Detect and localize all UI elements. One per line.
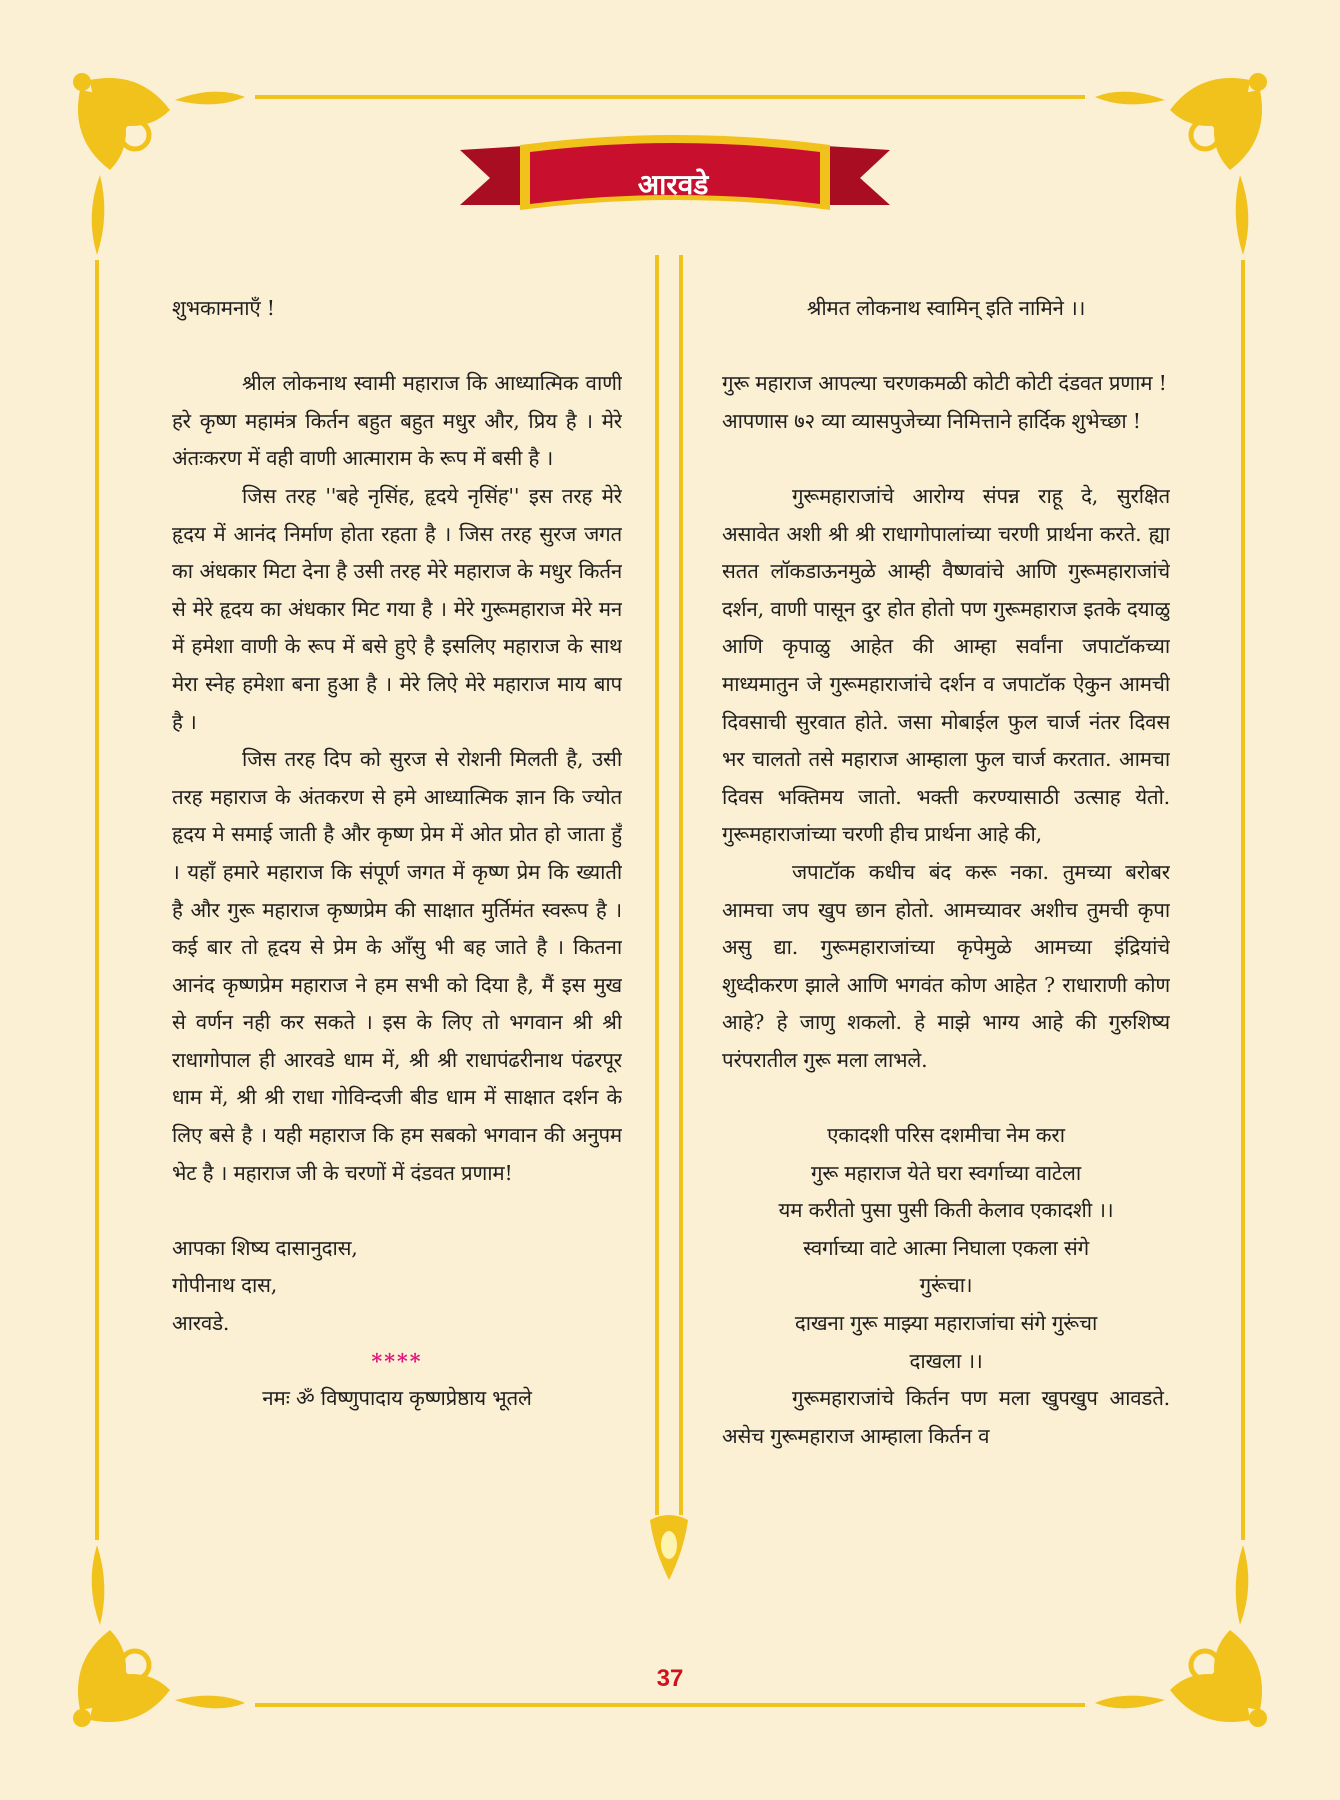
- paragraph: जिस तरह ''बहे नृसिंह, हृदये नृसिंह'' इस तरह मेरे हृदय में आनंद निर्माण होता रहता है । जिस तरह सुरज जगत का अंधकार मिटा देना है उसी तरह मेरे महाराज के मधुर किर्तन से मेरे हृदय का अंधकार मिट गया है । मेरे गुरूमहाराज मेरे मन में हमेशा वाणी के रूप में बसे हुऐ है इसलिए महाराज के साथ मेरा स्नेह हमेशा बना हुआ है । मेरे लिऐ मेरे महाराज माय बाप है ।: [172, 483, 622, 734]
- separator-stars: ****: [371, 1348, 423, 1373]
- verse-line: श्रीमत लोकनाथ स्वामिन् इति नामिने ।।: [806, 296, 1086, 320]
- poem-line: गुरू महाराज येते घरा स्वर्गाच्या वाटेला: [811, 1160, 1081, 1185]
- poem-line: गुरूंचा।: [919, 1273, 973, 1298]
- paragraph: गुरूमहाराजांचे किर्तन पण मला खुपखुप आवडते. असेच गुरूमहाराज आम्हाला किर्तन व: [722, 1386, 1170, 1448]
- signature-line: आरवडे.: [172, 1311, 230, 1336]
- greeting: शुभकामनाएँ !: [172, 296, 275, 320]
- page-title: आरवडे: [637, 168, 709, 201]
- poem-line: यम करीतो पुसा पुसी किती केलाव एकादशी ।।: [778, 1198, 1114, 1223]
- paragraph: जपाटॉक कधीच बंद करू नका. तुमच्या बरोबर आमचा जप खुप छान होतो. आमच्यावर अशीच तुमची कृपा असु द्या. गुरूमहाराजांच्या कृपेमुळे आमच्या इंद्रियांचे शुध्दीकरण झाले आणि भगवंत कोण आहेत ? राधाराणी कोण आहे? हे जाणु शकलो. हे माझे भाग्य आहे की गुरुशिष्य परंपरातील गुरू मला लाभले.: [722, 859, 1170, 1072]
- left-column: [172, 290, 622, 1625]
- right-column: [722, 290, 1170, 1625]
- corner-ornament-top-right: [1095, 73, 1267, 255]
- paragraph: जिस तरह दिप को सुरज से रोशनी मिलती है, उसी तरह महाराज के अंतकरण से हमे आध्यात्मिक ज्ञान कि ज्योत हृदय मे समाई जाती है और कृष्ण प्रेम में ओत प्रोत हो जाता हुँ । यहाँ हमारे महाराज कि संपूर्ण जगत में कृष्ण प्रेम कि ख्याती है और गुरू महाराज कृष्णप्रेम की साक्षात मुर्तिमंत स्वरूप है । कई बार तो हृदय से प्रेम के आँसु भी बह जाते है । कितना आनंद कृष्णप्रेम महाराज ने हम सभी को दिया है, मैं इस मुख से वर्णन नही कर सकते । इस के लिए तो भगवान श्री श्री राधागोपाल ही आरवडे धाम में, श्री श्री राधापंढरीनाथ पंढरपूर धाम में, श्री श्री राधा गोविन्दजी बीड धाम में साक्षात दर्शन के लिए बसे है । यही महाराज कि हम सबको भगवान की अनुपम भेट है । महाराज जी के चरणों में दंडवत प्रणाम!: [172, 747, 622, 1185]
- corner-ornament-top-left: [73, 73, 245, 255]
- poem-line: दाखला ।।: [909, 1348, 983, 1373]
- page-number: 37: [656, 1665, 684, 1692]
- poem-line: स्वर्गाच्या वाटे आत्मा निघाला एकला संगे: [803, 1235, 1089, 1260]
- signature-line: आपका शिष्य दासानुदास,: [172, 1235, 358, 1260]
- signature-line: गोपीनाथ दास,: [172, 1273, 278, 1298]
- poem-line: दाखना गुरू माझ्या महाराजांचा संगे गुरूंचा: [794, 1311, 1098, 1336]
- column-divider: [650, 255, 688, 1580]
- paragraph: श्रील लोकनाथ स्वामी महाराज कि आध्यात्मिक वाणी हरे कृष्ण महामंत्र किर्तन बहुत बहुत मधुर और, प्रिय है । मेरे अंतःकरण में वही वाणी आत्माराम के रूप में बसी है ।: [172, 371, 622, 471]
- verse-line: नमः ॐ विष्णुपादाय कृष्णप्रेष्ठाय भूतले: [262, 1386, 532, 1411]
- poem-line: एकादशी परिस दशमीचा नेम करा: [827, 1123, 1065, 1148]
- paragraph: गुरूमहाराजांचे आरोग्य संपन्न राहू दे, सुरक्षित असावेत अशी श्री श्री राधागोपालांच्या चरणी प्रार्थना करते. ह्या सतत लॉकडाऊनमुळे आम्ही वैष्णवांचे आणि गुरूमहाराजांचे दर्शन, वाणी पासून दुर होत होतो पण गुरूमहाराज इतके दयाळु आणि कृपाळु आहेत की आम्हा सर्वांना जपाटॉकच्या माध्यमातुन जे गुरूमहाराजांचे दर्शन व जपाटॉक ऐकुन आमची दिवसाची सुरवात होते. जसा मोबाईल फुल चार्ज नंतर दिवस भर चालतो तसे महाराज आम्हाला फुल चार्ज करतात. आमचा दिवस भक्तिमय जातो. भक्ती करण्यासाठी उत्साह येतो. गुरूमहाराजांच्या चरणी हीच प्रार्थना आहे की,: [722, 483, 1170, 847]
- salutation: गुरू महाराज आपल्या चरणकमळी कोटी कोटी दंडवत प्रणाम !: [722, 371, 1167, 396]
- salutation: आपणास ७२ व्या व्यासपुजेच्या निमित्ताने हार्दिक शुभेच्छा !: [722, 408, 1141, 433]
